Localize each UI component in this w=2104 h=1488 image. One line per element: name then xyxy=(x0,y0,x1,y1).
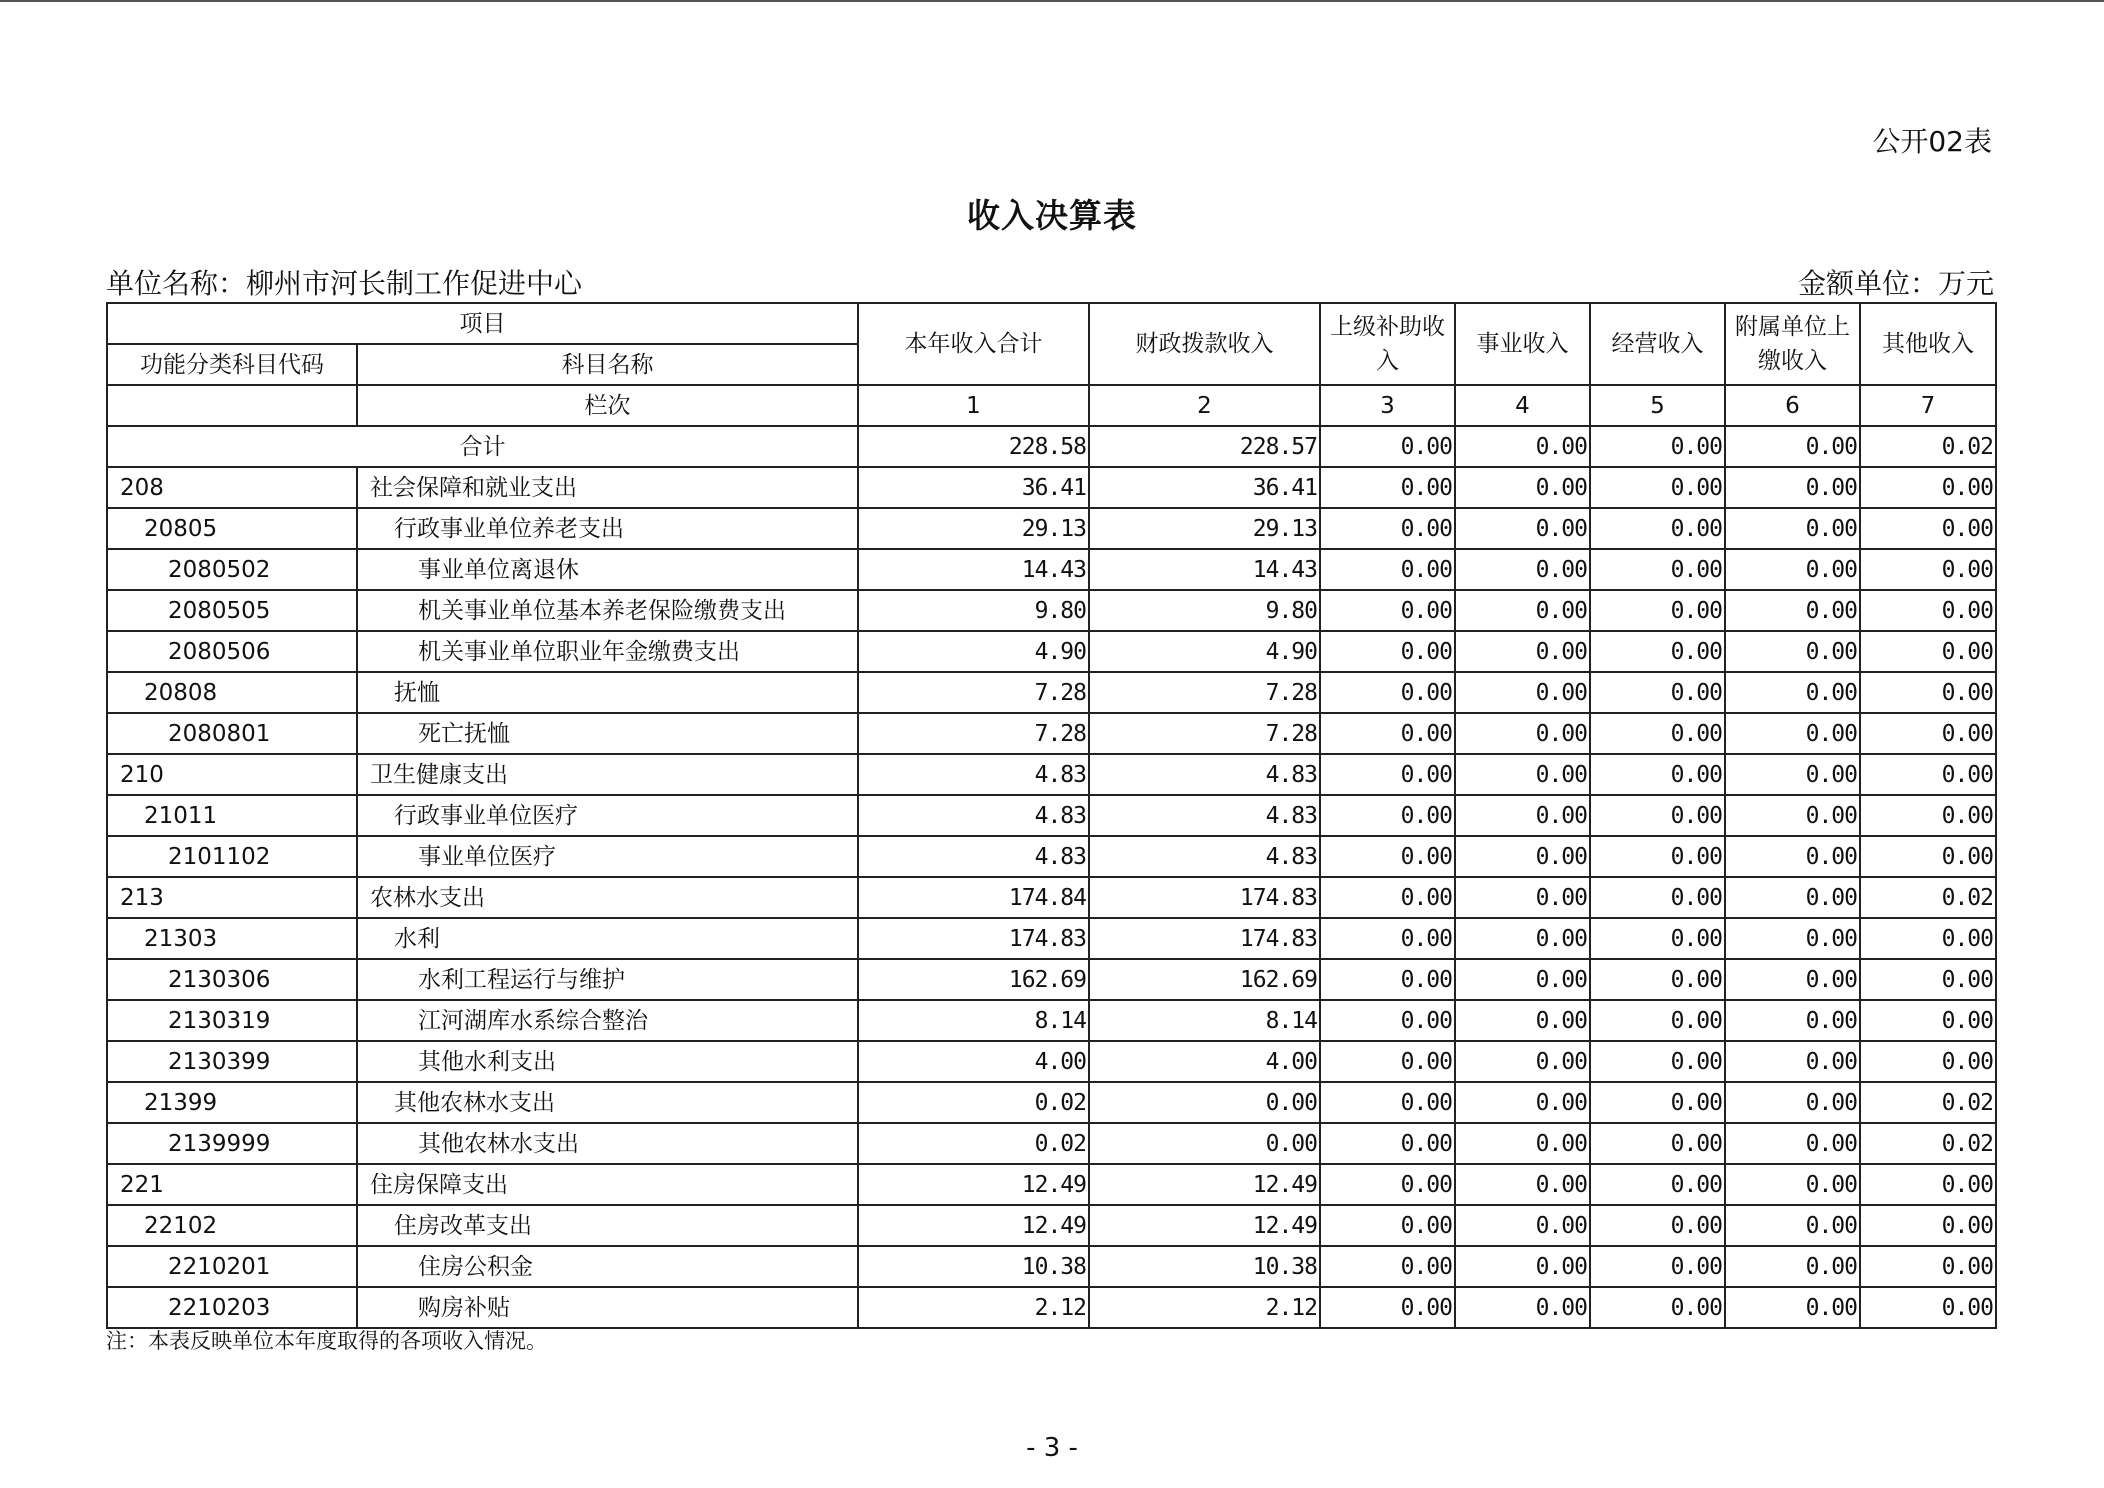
amount-cell: 0.00 xyxy=(1455,836,1590,877)
table-row xyxy=(107,672,1996,713)
amount-cell: 0.00 xyxy=(1320,549,1455,590)
amount-cell: 12.49 xyxy=(858,1164,1089,1205)
amount-cell: 0.00 xyxy=(1320,1082,1455,1123)
column-index-label: 栏次 xyxy=(357,385,858,426)
subject-name: 购房补贴 xyxy=(357,1287,858,1328)
amount-cell: 0.00 xyxy=(1455,959,1590,1000)
amount-cell: 0.00 xyxy=(1455,1205,1590,1246)
amount-cell: 0.00 xyxy=(1860,672,1996,713)
amount-cell: 0.00 xyxy=(1725,1123,1860,1164)
form-id: 公开02表 xyxy=(1872,125,1992,158)
amount-cell: 0.00 xyxy=(1455,1246,1590,1287)
amount-cell: 0.00 xyxy=(1590,1287,1725,1328)
subject-code: 22102 xyxy=(107,1205,357,1246)
amount-cell: 0.00 xyxy=(1725,959,1860,1000)
amount-cell: 0.00 xyxy=(1725,713,1860,754)
amount-cell: 10.38 xyxy=(858,1246,1089,1287)
subject-name: 事业单位离退休 xyxy=(357,549,858,590)
amount-cell: 12.49 xyxy=(858,1205,1089,1246)
amount-cell: 0.00 xyxy=(1320,508,1455,549)
amount-cell: 0.02 xyxy=(1860,1082,1996,1123)
amount-cell: 0.00 xyxy=(1320,1123,1455,1164)
subject-name: 水利 xyxy=(357,918,858,959)
subject-code: 21303 xyxy=(107,918,357,959)
table-row xyxy=(107,590,1996,631)
amount-cell: 0.00 xyxy=(1455,590,1590,631)
amount-cell: 0.00 xyxy=(1860,795,1996,836)
amount-cell: 7.28 xyxy=(1089,713,1320,754)
header-col-7: 其他收入 xyxy=(1860,303,1996,385)
subject-name: 水利工程运行与维护 xyxy=(357,959,858,1000)
total-value: 0.00 xyxy=(1320,426,1455,467)
subject-name: 住房公积金 xyxy=(357,1246,858,1287)
amount-cell: 0.00 xyxy=(1725,1287,1860,1328)
amount-cell: 162.69 xyxy=(1089,959,1320,1000)
amount-cell: 0.00 xyxy=(1590,713,1725,754)
subject-code: 2130319 xyxy=(107,1000,357,1041)
amount-cell: 0.02 xyxy=(858,1123,1089,1164)
subject-code: 2080502 xyxy=(107,549,357,590)
amount-cell: 4.83 xyxy=(858,795,1089,836)
amount-cell: 0.00 xyxy=(1590,1000,1725,1041)
column-index-blank xyxy=(107,385,357,426)
amount-cell: 10.38 xyxy=(1089,1246,1320,1287)
amount-cell: 0.00 xyxy=(1725,672,1860,713)
amount-cell: 0.00 xyxy=(1455,1082,1590,1123)
subject-name: 其他农林水支出 xyxy=(357,1082,858,1123)
amount-cell: 0.00 xyxy=(1590,1082,1725,1123)
amount-cell: 0.00 xyxy=(1590,467,1725,508)
subject-code: 208 xyxy=(107,467,357,508)
header-col-5: 经营收入 xyxy=(1590,303,1725,385)
amount-cell: 8.14 xyxy=(1089,1000,1320,1041)
amount-cell: 0.00 xyxy=(1860,631,1996,672)
column-index-row xyxy=(107,385,1996,426)
amount-cell: 0.00 xyxy=(1320,918,1455,959)
table-row xyxy=(107,1205,1996,1246)
amount-cell: 174.84 xyxy=(858,877,1089,918)
subject-name: 其他水利支出 xyxy=(357,1041,858,1082)
amount-cell: 0.00 xyxy=(1860,959,1996,1000)
subject-name: 抚恤 xyxy=(357,672,858,713)
header-name: 科目名称 xyxy=(357,344,858,385)
amount-cell: 4.83 xyxy=(858,836,1089,877)
subject-name: 住房保障支出 xyxy=(357,1164,858,1205)
amount-cell: 0.00 xyxy=(1320,672,1455,713)
amount-cell: 0.00 xyxy=(1590,508,1725,549)
amount-cell: 0.00 xyxy=(1320,631,1455,672)
subject-name: 行政事业单位医疗 xyxy=(357,795,858,836)
column-index-7: 7 xyxy=(1860,385,1996,426)
subject-code: 2080506 xyxy=(107,631,357,672)
table-row xyxy=(107,713,1996,754)
amount-cell: 0.00 xyxy=(1860,549,1996,590)
subject-code: 21011 xyxy=(107,795,357,836)
subject-code: 221 xyxy=(107,1164,357,1205)
table-row xyxy=(107,918,1996,959)
amount-cell: 0.00 xyxy=(1320,1041,1455,1082)
table-row xyxy=(107,754,1996,795)
table-row xyxy=(107,1246,1996,1287)
subject-name: 江河湖库水系综合整治 xyxy=(357,1000,858,1041)
header-col-6: 附属单位上缴收入 xyxy=(1725,303,1860,385)
amount-cell: 4.83 xyxy=(1089,836,1320,877)
subject-code: 2130399 xyxy=(107,1041,357,1082)
amount-cell: 0.00 xyxy=(1725,1000,1860,1041)
subject-code: 20808 xyxy=(107,672,357,713)
table-row xyxy=(107,508,1996,549)
amount-cell: 0.00 xyxy=(1590,1164,1725,1205)
amount-cell: 174.83 xyxy=(1089,877,1320,918)
column-index-3: 3 xyxy=(1320,385,1455,426)
amount-cell: 174.83 xyxy=(858,918,1089,959)
amount-cell: 0.00 xyxy=(1320,1287,1455,1328)
subject-code: 2130306 xyxy=(107,959,357,1000)
amount-cell: 0.00 xyxy=(1725,508,1860,549)
subject-code: 210 xyxy=(107,754,357,795)
amount-cell: 0.00 xyxy=(1725,1246,1860,1287)
amount-cell: 9.80 xyxy=(858,590,1089,631)
subject-name: 行政事业单位养老支出 xyxy=(357,508,858,549)
amount-cell: 0.00 xyxy=(1590,1246,1725,1287)
table-row xyxy=(107,959,1996,1000)
amount-cell: 0.00 xyxy=(1455,918,1590,959)
header-col-3: 上级补助收入 xyxy=(1320,303,1455,385)
amount-cell: 0.00 xyxy=(1590,959,1725,1000)
amount-cell: 0.00 xyxy=(1320,590,1455,631)
subject-code: 213 xyxy=(107,877,357,918)
amount-cell: 0.00 xyxy=(1725,590,1860,631)
amount-cell: 0.00 xyxy=(1860,1246,1996,1287)
page-title: 收入决算表 xyxy=(967,196,1137,235)
amount-cell: 0.00 xyxy=(1725,1164,1860,1205)
amount-cell: 4.00 xyxy=(858,1041,1089,1082)
header-col-2: 财政拨款收入 xyxy=(1089,303,1320,385)
amount-cell: 0.00 xyxy=(1860,590,1996,631)
amount-cell: 7.28 xyxy=(1089,672,1320,713)
amount-cell: 0.00 xyxy=(1455,754,1590,795)
amount-cell: 0.00 xyxy=(1725,836,1860,877)
subject-name: 卫生健康支出 xyxy=(357,754,858,795)
amount-cell: 0.00 xyxy=(1455,713,1590,754)
subject-name: 住房改革支出 xyxy=(357,1205,858,1246)
amount-cell: 0.00 xyxy=(1860,508,1996,549)
amount-cell: 162.69 xyxy=(858,959,1089,1000)
amount-cell: 29.13 xyxy=(858,508,1089,549)
amount-cell: 0.00 xyxy=(1590,631,1725,672)
header-row-1 xyxy=(107,303,1996,344)
column-index-5: 5 xyxy=(1590,385,1725,426)
amount-cell: 0.00 xyxy=(1320,877,1455,918)
subject-name: 机关事业单位基本养老保险缴费支出 xyxy=(357,590,858,631)
table-row xyxy=(107,631,1996,672)
amount-cell: 0.00 xyxy=(1590,672,1725,713)
total-value: 228.57 xyxy=(1089,426,1320,467)
amount-cell: 0.00 xyxy=(1860,836,1996,877)
amount-cell: 0.00 xyxy=(1725,795,1860,836)
amount-cell: 12.49 xyxy=(1089,1205,1320,1246)
amount-cell: 0.00 xyxy=(1725,1205,1860,1246)
amount-cell: 7.28 xyxy=(858,713,1089,754)
page-number: - 3 - xyxy=(1026,1433,1078,1463)
amount-cell: 36.41 xyxy=(858,467,1089,508)
amount-cell: 0.00 xyxy=(1455,1041,1590,1082)
amount-cell: 0.00 xyxy=(1725,549,1860,590)
unit-name: 单位名称：柳州市河长制工作促进中心 xyxy=(106,267,583,300)
amount-cell: 0.00 xyxy=(1089,1082,1320,1123)
amount-cell: 0.00 xyxy=(1725,918,1860,959)
amount-cell: 0.00 xyxy=(1455,467,1590,508)
amount-cell: 0.00 xyxy=(1590,918,1725,959)
subject-code: 2080801 xyxy=(107,713,357,754)
amount-cell: 0.00 xyxy=(1725,467,1860,508)
amount-cell: 0.00 xyxy=(1860,1287,1996,1328)
table-row xyxy=(107,877,1996,918)
amount-cell: 0.00 xyxy=(1590,1041,1725,1082)
table-row xyxy=(107,1287,1996,1328)
amount-cell: 0.00 xyxy=(1860,467,1996,508)
amount-cell: 0.00 xyxy=(1320,754,1455,795)
amount-cell: 0.00 xyxy=(1590,836,1725,877)
amount-cell: 174.83 xyxy=(1089,918,1320,959)
amount-cell: 0.00 xyxy=(1590,590,1725,631)
total-value: 0.00 xyxy=(1590,426,1725,467)
amount-cell: 4.90 xyxy=(1089,631,1320,672)
amount-cell: 0.00 xyxy=(1725,754,1860,795)
amount-cell: 0.02 xyxy=(1860,877,1996,918)
subject-name: 机关事业单位职业年金缴费支出 xyxy=(357,631,858,672)
amount-cell: 4.83 xyxy=(1089,795,1320,836)
amount-cell: 0.00 xyxy=(1455,1164,1590,1205)
amount-cell: 7.28 xyxy=(858,672,1089,713)
subject-name: 社会保障和就业支出 xyxy=(357,467,858,508)
amount-cell: 4.90 xyxy=(858,631,1089,672)
table-row xyxy=(107,1000,1996,1041)
amount-cell: 0.00 xyxy=(1320,467,1455,508)
amount-cell: 0.00 xyxy=(1455,508,1590,549)
amount-cell: 4.83 xyxy=(1089,754,1320,795)
amount-cell: 0.00 xyxy=(1320,1205,1455,1246)
page-top-border xyxy=(0,0,2104,2)
header-project: 项目 xyxy=(107,303,858,344)
total-value: 0.00 xyxy=(1455,426,1590,467)
subject-code: 20805 xyxy=(107,508,357,549)
column-index-6: 6 xyxy=(1725,385,1860,426)
amount-cell: 0.00 xyxy=(1860,1205,1996,1246)
amount-cell: 0.00 xyxy=(1455,1123,1590,1164)
amount-cell: 0.00 xyxy=(1320,1000,1455,1041)
amount-cell: 2.12 xyxy=(858,1287,1089,1328)
amount-cell: 36.41 xyxy=(1089,467,1320,508)
subject-name: 事业单位医疗 xyxy=(357,836,858,877)
table-row xyxy=(107,795,1996,836)
amount-cell: 0.00 xyxy=(1725,1082,1860,1123)
amount-unit: 金额单位：万元 xyxy=(1797,267,1994,300)
amount-cell: 0.00 xyxy=(1590,877,1725,918)
amount-cell: 0.00 xyxy=(1089,1123,1320,1164)
table-row xyxy=(107,549,1996,590)
amount-cell: 4.83 xyxy=(858,754,1089,795)
amount-cell: 0.00 xyxy=(1590,549,1725,590)
column-index-1: 1 xyxy=(858,385,1089,426)
amount-cell: 12.49 xyxy=(1089,1164,1320,1205)
amount-cell: 0.00 xyxy=(1455,631,1590,672)
subject-code: 2080505 xyxy=(107,590,357,631)
amount-cell: 0.00 xyxy=(1860,918,1996,959)
amount-cell: 0.00 xyxy=(1320,795,1455,836)
amount-cell: 0.00 xyxy=(1725,877,1860,918)
table-row xyxy=(107,1082,1996,1123)
amount-cell: 0.00 xyxy=(1725,631,1860,672)
amount-cell: 0.00 xyxy=(1860,1164,1996,1205)
subject-code: 2210201 xyxy=(107,1246,357,1287)
amount-cell: 0.00 xyxy=(1590,1205,1725,1246)
subject-code: 2101102 xyxy=(107,836,357,877)
total-label: 合计 xyxy=(107,426,858,467)
table-note: 注：本表反映单位本年度取得的各项收入情况。 xyxy=(106,1329,547,1353)
header-col-1: 本年收入合计 xyxy=(858,303,1089,385)
subject-code: 21399 xyxy=(107,1082,357,1123)
amount-cell: 0.00 xyxy=(1455,549,1590,590)
total-row xyxy=(107,426,1996,467)
amount-cell: 0.00 xyxy=(1590,795,1725,836)
table-row xyxy=(107,1041,1996,1082)
table-row xyxy=(107,1123,1996,1164)
header-col-4: 事业收入 xyxy=(1455,303,1590,385)
income-statement-table xyxy=(106,302,1997,1329)
table-row xyxy=(107,467,1996,508)
amount-cell: 9.80 xyxy=(1089,590,1320,631)
subject-name: 其他农林水支出 xyxy=(357,1123,858,1164)
amount-cell: 0.00 xyxy=(1320,1246,1455,1287)
amount-cell: 14.43 xyxy=(858,549,1089,590)
amount-cell: 14.43 xyxy=(1089,549,1320,590)
amount-cell: 4.00 xyxy=(1089,1041,1320,1082)
table-row xyxy=(107,836,1996,877)
amount-cell: 0.00 xyxy=(1860,754,1996,795)
table-row xyxy=(107,1164,1996,1205)
subject-name: 农林水支出 xyxy=(357,877,858,918)
amount-cell: 2.12 xyxy=(1089,1287,1320,1328)
subject-code: 2210203 xyxy=(107,1287,357,1328)
table-body xyxy=(107,426,1996,1328)
header-code: 功能分类科目代码 xyxy=(107,344,357,385)
amount-cell: 0.00 xyxy=(1320,836,1455,877)
amount-cell: 0.00 xyxy=(1455,1000,1590,1041)
amount-cell: 0.00 xyxy=(1860,1000,1996,1041)
total-value: 228.58 xyxy=(858,426,1089,467)
amount-cell: 0.00 xyxy=(1590,1123,1725,1164)
amount-cell: 0.00 xyxy=(1320,1164,1455,1205)
amount-cell: 0.00 xyxy=(1320,959,1455,1000)
amount-cell: 0.02 xyxy=(1860,1123,1996,1164)
amount-cell: 0.00 xyxy=(1860,1041,1996,1082)
amount-cell: 0.00 xyxy=(1320,713,1455,754)
column-index-2: 2 xyxy=(1089,385,1320,426)
subject-code: 2139999 xyxy=(107,1123,357,1164)
amount-cell: 8.14 xyxy=(858,1000,1089,1041)
amount-cell: 0.00 xyxy=(1455,877,1590,918)
amount-cell: 0.02 xyxy=(858,1082,1089,1123)
amount-cell: 0.00 xyxy=(1455,672,1590,713)
amount-cell: 0.00 xyxy=(1590,754,1725,795)
total-value: 0.00 xyxy=(1725,426,1860,467)
amount-cell: 0.00 xyxy=(1455,795,1590,836)
column-index-4: 4 xyxy=(1455,385,1590,426)
amount-cell: 0.00 xyxy=(1860,713,1996,754)
total-value: 0.02 xyxy=(1860,426,1996,467)
amount-cell: 29.13 xyxy=(1089,508,1320,549)
amount-cell: 0.00 xyxy=(1725,1041,1860,1082)
amount-cell: 0.00 xyxy=(1455,1287,1590,1328)
subject-name: 死亡抚恤 xyxy=(357,713,858,754)
